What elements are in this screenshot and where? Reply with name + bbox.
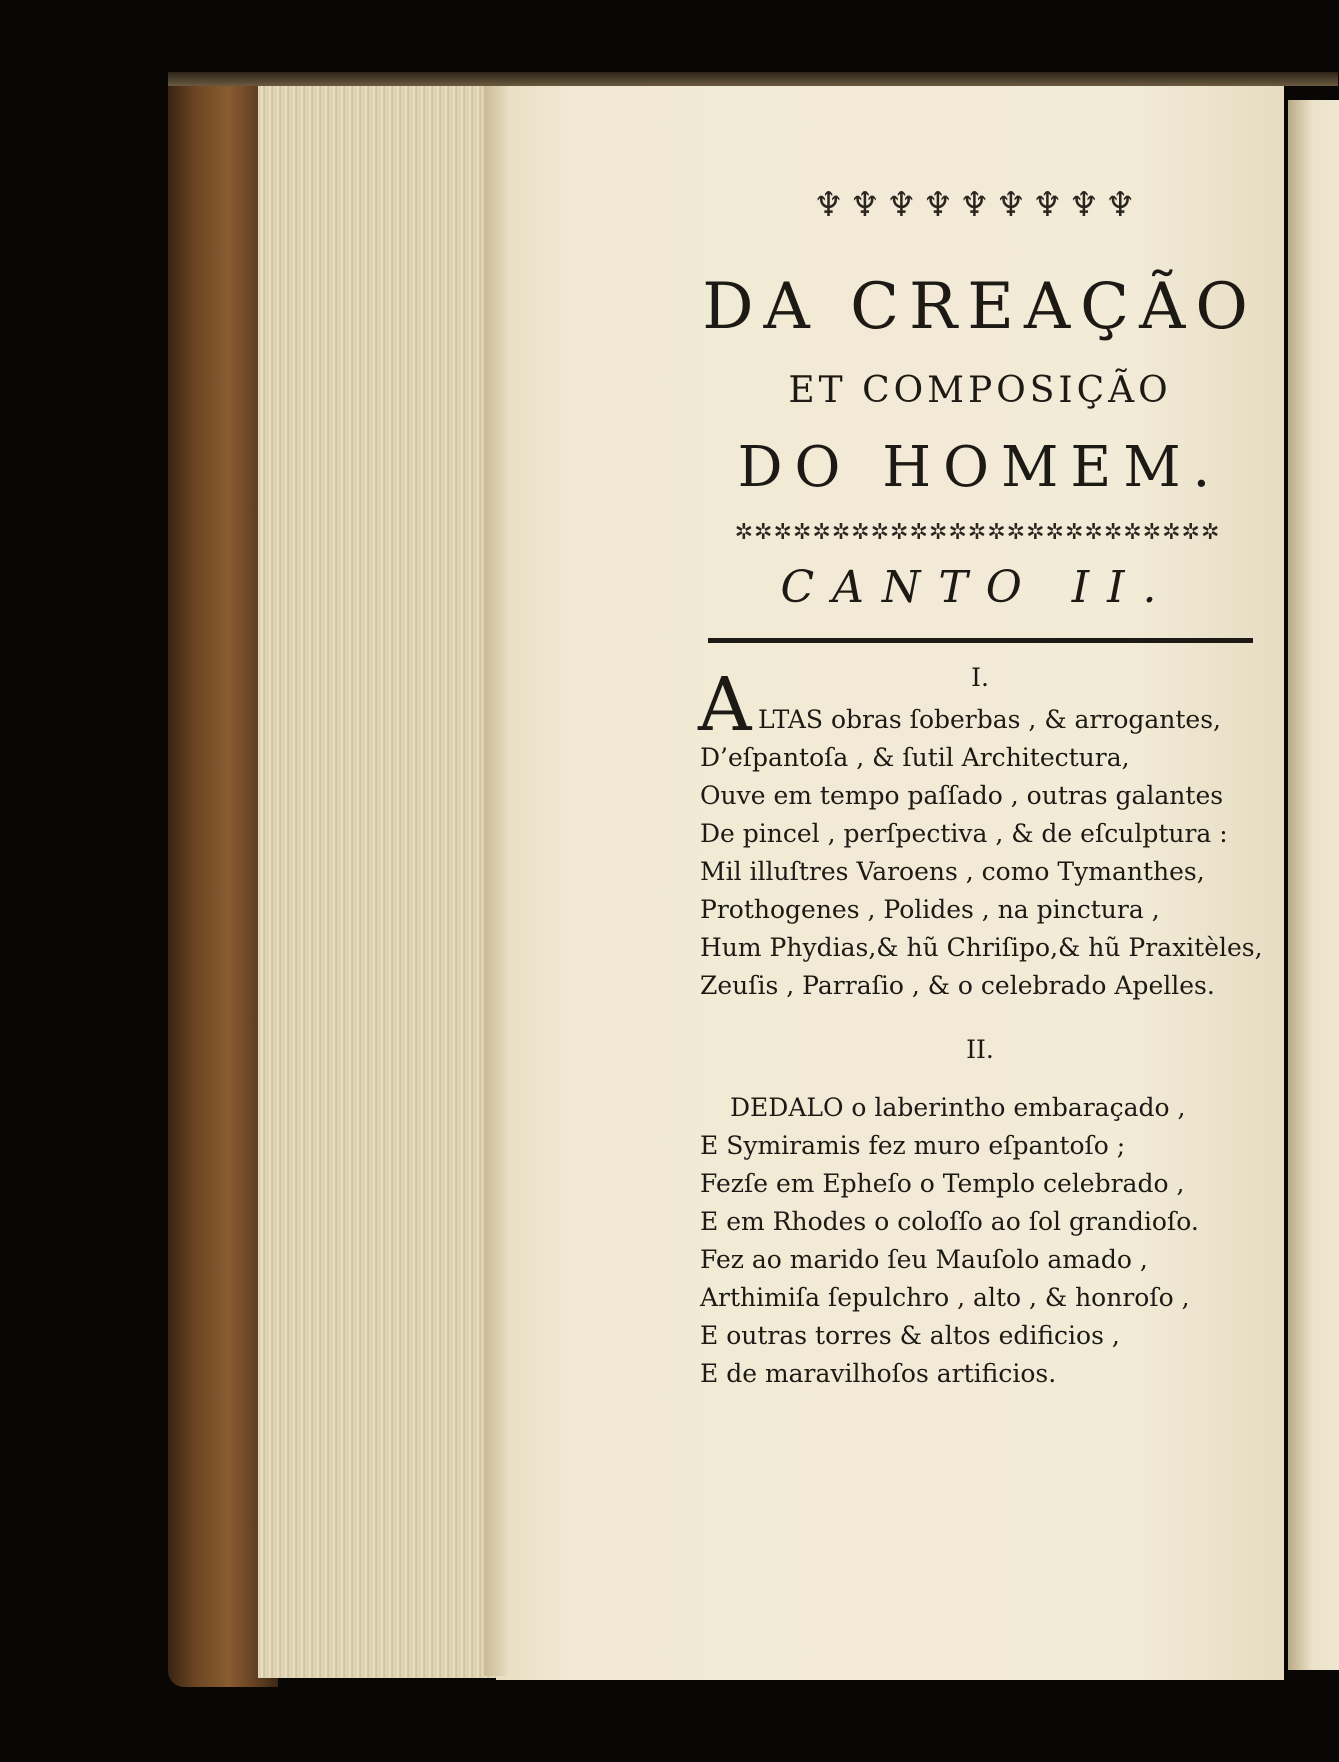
verse-line: D’eſpantoſa , & ſutil Architectura, — [700, 743, 1130, 772]
verse-line: Arthimiſa ſepulchro , alto , & honroſo , — [700, 1283, 1190, 1312]
verse-line: E outras torres & altos edificios , — [700, 1321, 1120, 1350]
fleuron-ornament-icon: ♆♆♆♆♆♆♆♆♆ — [813, 185, 1142, 225]
title-line-2: ET COMPOSIÇÃO — [788, 370, 1172, 411]
verse-line: Fezſe em Epheſo o Templo celebrado , — [700, 1169, 1185, 1198]
heading-rule — [708, 638, 1253, 643]
verse-line: Fez ao marido ſeu Mauſolo amado , — [700, 1245, 1148, 1274]
verse-line: Prothogenes , Polides , na pinctura , — [700, 895, 1160, 924]
verse-line: DEDALO o laberintho embaraçado , — [730, 1093, 1186, 1122]
facing-page-edge — [1288, 100, 1339, 1670]
verse-line: E em Rhodes o coloſſo ao ſol grandioſo. — [700, 1207, 1199, 1236]
page-edges — [258, 78, 496, 1678]
verse-line: E Symiramis fez muro eſpantoſo ; — [700, 1131, 1126, 1160]
drop-cap: A — [698, 662, 752, 748]
title-line-1: DA CREAÇÃO — [702, 270, 1258, 344]
verse-line: E de maravilhoſos artificios. — [700, 1359, 1057, 1388]
stanza-number: I. — [971, 663, 989, 692]
verse-line: LTAS obras ſoberbas , & arrogantes, — [758, 705, 1222, 734]
canto-heading: CANTO II. — [780, 562, 1175, 613]
verse-line: De pincel , perſpectiva , & de eſculptura : — [700, 819, 1228, 848]
title-line-3: DO HOMEM. — [737, 435, 1223, 500]
verse-line: Ouve em tempo paſſado , outras galantes — [700, 781, 1224, 810]
verse-line: Mil illuſtres Varoens , como Tymanthes, — [700, 857, 1205, 886]
star-border-ornament-icon: ✲✲✲✲✲✲✲✲✲✲✲✲✲✲✲✲✲✲✲✲✲✲✲✲✲ — [734, 520, 1221, 545]
page-gutter — [484, 84, 508, 1676]
verse-line: Hum Phydias,& hũ Chriſipo,& hũ Praxitèles, — [700, 933, 1263, 962]
stanza-number: II. — [966, 1035, 994, 1064]
book-top-edge — [168, 72, 1338, 86]
verse-line: Zeuſis , Parraſio , & o celebrado Apelles. — [700, 971, 1215, 1000]
